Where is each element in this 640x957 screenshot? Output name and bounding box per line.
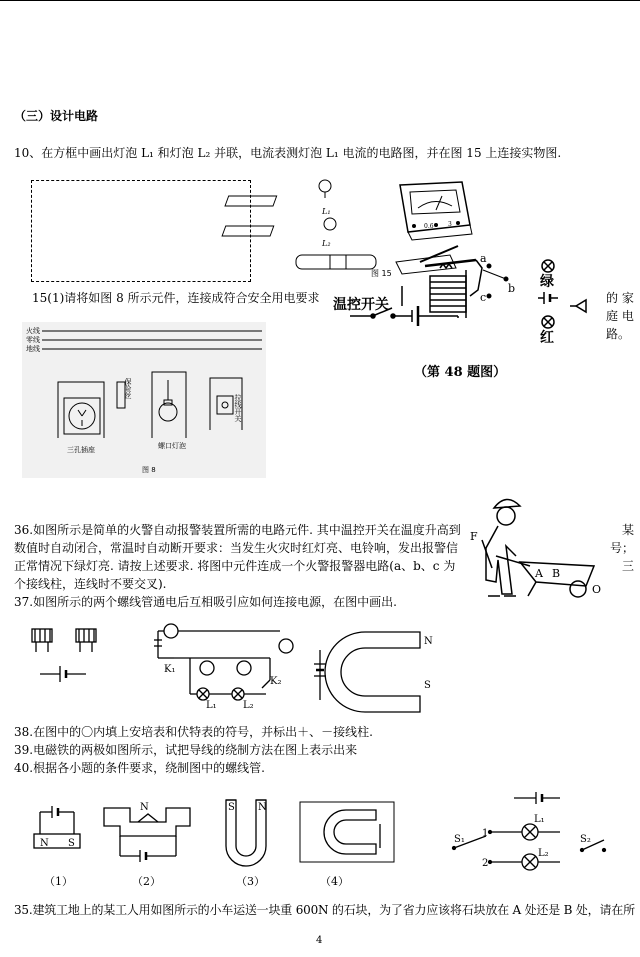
ground-wire-label: 地线 — [26, 345, 40, 353]
question-15-tail-2: 庭 电 — [606, 309, 634, 323]
fig40-3-n-label: N — [258, 802, 267, 813]
question-36-line-4: 个接线柱，连线时不要交叉). — [14, 577, 167, 591]
contact-b-label: b — [508, 282, 516, 295]
question-36-line-1: 36.如图所示是简单的火警自动报警装置所需的电路元件. 其中温控开关在温度升高到 — [14, 523, 461, 537]
question-38: 38.在图中的〇内填上安培表和伏特表的符号，并标出＋、－接线柱. — [14, 725, 373, 739]
switch-s1-label: S₁ — [454, 834, 465, 845]
k2-label: K₂ — [270, 676, 282, 687]
fig40-caption-4: （4） — [320, 875, 349, 888]
live-wire-label: 火线 — [26, 327, 40, 335]
bulb-label: 螺口灯泡 — [158, 442, 186, 450]
question-40: 40.根据各小题的条件要求，绕制图中的螺线管. — [14, 761, 265, 775]
neutral-wire-label: 零线 — [26, 336, 40, 344]
contact-a-label: a — [480, 252, 487, 265]
label-l2: L₂ — [322, 239, 331, 248]
thermal-switch-label: 温控开关 — [333, 297, 389, 313]
fig40-2-n-label: N — [140, 802, 149, 813]
magnet-n-label: N — [424, 636, 433, 647]
fig40-l2-label: L₂ — [538, 848, 549, 859]
figure-15-caption: 图 15 — [371, 269, 392, 278]
fig40-1-n-label: N — [40, 838, 49, 849]
label-l1: L₁ — [322, 207, 331, 216]
question-37: 37.如图所示的两个螺线管通电后互相吸引应如何连接电源，在图中画出. — [14, 595, 397, 609]
fuse-label: 保险丝 — [124, 378, 132, 399]
contact-2-label: 2 — [482, 858, 489, 869]
question-10: 10、在方框中画出灯泡 L₁ 和灯泡 L₂ 并联，电流表测灯泡 L₁ 电流的电路图，并在图 15 上连接实物图. — [14, 146, 562, 160]
figure-8-caption: 图 8 — [142, 466, 156, 474]
question-35: 35.建筑工地上的某工人用如图所示的小车运送一块重 600N 的石块，为了省力应该将石块放在 A 处还是 B 处，请在所 — [14, 903, 635, 917]
fig40-4-icon — [300, 802, 394, 862]
red-label: 红 — [540, 330, 554, 346]
question-36-line-3: 正常情况下绿灯亮. 请按上述要求. 将图中元件连成一个火警报警器电路(a、b、c 为 — [14, 559, 456, 573]
section-heading: （三）设计电路 — [14, 109, 99, 123]
fig40-caption-2: （2） — [132, 875, 161, 888]
point-a-label: A — [535, 567, 543, 580]
question-15-tail-1: 的 家 — [606, 291, 634, 305]
fig40-1-s-label: S — [68, 838, 75, 849]
contact-c-label: c — [480, 291, 487, 304]
question-36-line-3-end: 三 — [622, 559, 635, 573]
question-39: 39.电磁铁的两极如图所示，试把导线的绕制方法在图上表示出来 — [14, 743, 358, 757]
k1-label: K₁ — [164, 664, 176, 675]
question-36-line-1-end: 某 — [622, 523, 635, 537]
meter-3: 3 — [448, 221, 452, 228]
fig40-3-s-label: S — [228, 802, 235, 813]
question-36-line-2-end: 号； — [610, 541, 635, 555]
switch-label: 拉线开关 — [234, 394, 242, 422]
green-label: 绿 — [540, 274, 554, 290]
socket-label: 三孔插座 — [67, 446, 95, 454]
fig40-l1-label: L₁ — [534, 814, 545, 825]
point-o-label: O — [592, 583, 602, 596]
lamp-l1-label: L₁ — [206, 700, 217, 711]
question-15-tail-3: 路。 — [606, 327, 631, 341]
fig40-caption-1: （1） — [44, 875, 73, 888]
magnet-s-label: S — [424, 680, 431, 691]
point-b-label: B — [552, 567, 561, 580]
meter-06: 0.6 — [424, 223, 434, 230]
page-number: 4 — [316, 935, 323, 946]
figure-48-caption: （第 48 题图） — [414, 365, 507, 380]
fig40-caption-3: （3） — [236, 875, 265, 888]
question-36-line-2: 数值时自动闭合，常温时自动断开要求：当发生火灾时红灯亮、电铃响，发出报警信 — [14, 541, 459, 555]
lamp-l2-label: L₂ — [243, 700, 254, 711]
contact-1-label: 1 — [482, 828, 489, 839]
question-15: 15(1)请将如图 8 所示元件，连接成符合安全用电要求 — [32, 291, 320, 305]
switch-s2-label: S₂ — [580, 834, 591, 845]
force-f-label: F — [470, 530, 478, 543]
fig40-5-circuit-icon — [453, 792, 606, 870]
fig40-2-icon — [104, 808, 190, 862]
